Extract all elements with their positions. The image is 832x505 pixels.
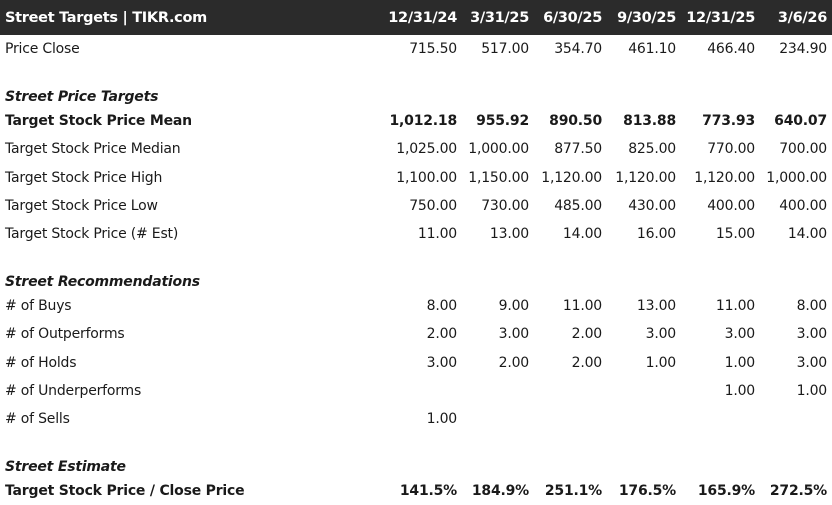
section-spacer — [0, 248, 832, 262]
value-cell: 1,120.00 — [694, 169, 755, 186]
value-cell — [534, 405, 607, 433]
section-spacer — [0, 433, 832, 447]
value-cell — [607, 377, 681, 405]
value-cell — [607, 405, 681, 433]
value-cell: 1,012.18 — [389, 113, 457, 130]
table-row — [0, 220, 832, 248]
row-label-target-stock-price-low: Target Stock Price Low — [5, 197, 158, 214]
value-cell: 2.00 — [571, 354, 602, 371]
section-title-street-price-targets: Street Price Targets — [5, 89, 159, 106]
value-cell — [462, 377, 534, 405]
date-header-3[interactable]: 6/30/25 — [543, 9, 602, 26]
value-cell: 2.00 — [426, 326, 457, 343]
value-cell: 11.00 — [715, 298, 755, 315]
value-cell: 890.50 — [549, 113, 602, 130]
value-cell: 730.00 — [481, 197, 529, 214]
value-cell: 184.9% — [471, 483, 529, 500]
value-cell: 1,000.00 — [468, 141, 529, 158]
date-header-2[interactable]: 3/31/25 — [470, 9, 529, 26]
value-cell: 2.00 — [571, 326, 602, 343]
date-header-5[interactable]: 12/31/25 — [686, 9, 755, 26]
row-label-of-buys: # of Buys — [5, 298, 72, 315]
row-label-target-stock-price-high: Target Stock Price High — [5, 169, 163, 186]
table-row — [0, 320, 832, 348]
value-cell: 2.00 — [498, 354, 529, 371]
row-label-of-underperforms: # of Underperforms — [5, 382, 142, 399]
value-cell: 715.50 — [409, 41, 457, 58]
value-cell: 640.07 — [774, 113, 827, 130]
row-label-target-stock-price-est: Target Stock Price (# Est) — [5, 226, 179, 243]
value-cell: 1.00 — [724, 354, 755, 371]
header-row — [0, 0, 832, 35]
value-cell: 3.00 — [645, 326, 676, 343]
date-header-1[interactable]: 12/31/24 — [388, 9, 457, 26]
section-header-row — [0, 447, 832, 477]
value-cell — [534, 377, 607, 405]
value-cell: 272.5% — [769, 483, 827, 500]
value-cell: 517.00 — [481, 41, 529, 58]
row-label-target-stock-price-median: Target Stock Price Median — [5, 141, 181, 158]
value-cell: 1,100.00 — [396, 169, 457, 186]
table-row — [0, 35, 832, 63]
value-cell: 466.40 — [707, 41, 755, 58]
table-row — [0, 377, 832, 405]
value-cell: 354.70 — [554, 41, 602, 58]
table-row — [0, 164, 832, 192]
value-cell: 11.00 — [562, 298, 602, 315]
value-cell: 3.00 — [796, 354, 827, 371]
row-label-of-sells: # of Sells — [5, 410, 70, 427]
value-cell: 1,150.00 — [468, 169, 529, 186]
table-row — [0, 192, 832, 220]
value-cell: 141.5% — [399, 483, 457, 500]
value-cell: 770.00 — [707, 141, 755, 158]
value-cell: 13.00 — [636, 298, 676, 315]
value-cell: 234.90 — [779, 41, 827, 58]
value-cell — [681, 405, 760, 433]
value-cell: 1.00 — [724, 382, 755, 399]
spacer-cell — [0, 248, 832, 262]
value-cell: 8.00 — [426, 298, 457, 315]
value-cell: 1,000.00 — [766, 169, 827, 186]
value-cell: 15.00 — [715, 226, 755, 243]
section-header-row — [0, 262, 832, 292]
spacer-cell — [0, 63, 832, 77]
value-cell: 825.00 — [628, 141, 676, 158]
value-cell — [462, 405, 534, 433]
spacer-cell — [0, 433, 832, 447]
value-cell: 430.00 — [628, 197, 676, 214]
value-cell: 251.1% — [544, 483, 602, 500]
row-label-of-holds: # of Holds — [5, 354, 77, 371]
section-title-street-estimate: Street Estimate — [5, 459, 126, 476]
value-cell: 1,120.00 — [615, 169, 676, 186]
section-title-street-recommendations: Street Recommendations — [5, 274, 200, 291]
section-spacer — [0, 63, 832, 77]
value-cell: 813.88 — [623, 113, 676, 130]
row-label-of-outperforms: # of Outperforms — [5, 326, 125, 343]
value-cell: 773.93 — [702, 113, 755, 130]
value-cell: 3.00 — [796, 326, 827, 343]
date-header-6[interactable]: 3/6/26 — [777, 9, 827, 26]
value-cell: 11.00 — [417, 226, 457, 243]
value-cell: 750.00 — [409, 197, 457, 214]
value-cell: 14.00 — [787, 226, 827, 243]
table-row — [0, 135, 832, 163]
value-cell: 176.5% — [618, 483, 676, 500]
value-cell — [760, 405, 832, 433]
value-cell: 14.00 — [562, 226, 602, 243]
value-cell: 461.10 — [628, 41, 676, 58]
value-cell: 3.00 — [498, 326, 529, 343]
date-header-4[interactable]: 9/30/25 — [617, 9, 676, 26]
value-cell: 165.9% — [697, 483, 755, 500]
value-cell: 16.00 — [636, 226, 676, 243]
value-cell: 1.00 — [645, 354, 676, 371]
value-cell: 485.00 — [554, 197, 602, 214]
table-title: Street Targets | TIKR.com — [5, 9, 207, 26]
table-row — [0, 405, 832, 433]
value-cell: 877.50 — [554, 141, 602, 158]
table-row — [0, 349, 832, 377]
row-label-target-stock-price-close-price: Target Stock Price / Close Price — [5, 483, 245, 500]
value-cell: 1,025.00 — [396, 141, 457, 158]
table-row — [0, 477, 832, 505]
value-cell: 8.00 — [796, 298, 827, 315]
row-label-price-close: Price Close — [5, 41, 80, 58]
value-cell: 400.00 — [707, 197, 755, 214]
table-row — [0, 292, 832, 320]
value-cell — [385, 377, 462, 405]
value-cell: 3.00 — [724, 326, 755, 343]
section-header-row — [0, 77, 832, 107]
table-row — [0, 107, 832, 135]
value-cell: 3.00 — [426, 354, 457, 371]
value-cell: 1.00 — [796, 382, 827, 399]
table-body — [0, 35, 832, 505]
value-cell: 955.92 — [476, 113, 529, 130]
value-cell: 1.00 — [426, 410, 457, 427]
value-cell: 400.00 — [779, 197, 827, 214]
row-label-target-stock-price-mean: Target Stock Price Mean — [5, 113, 192, 130]
value-cell: 13.00 — [489, 226, 529, 243]
value-cell: 9.00 — [498, 298, 529, 315]
value-cell: 1,120.00 — [541, 169, 602, 186]
value-cell: 700.00 — [779, 141, 827, 158]
